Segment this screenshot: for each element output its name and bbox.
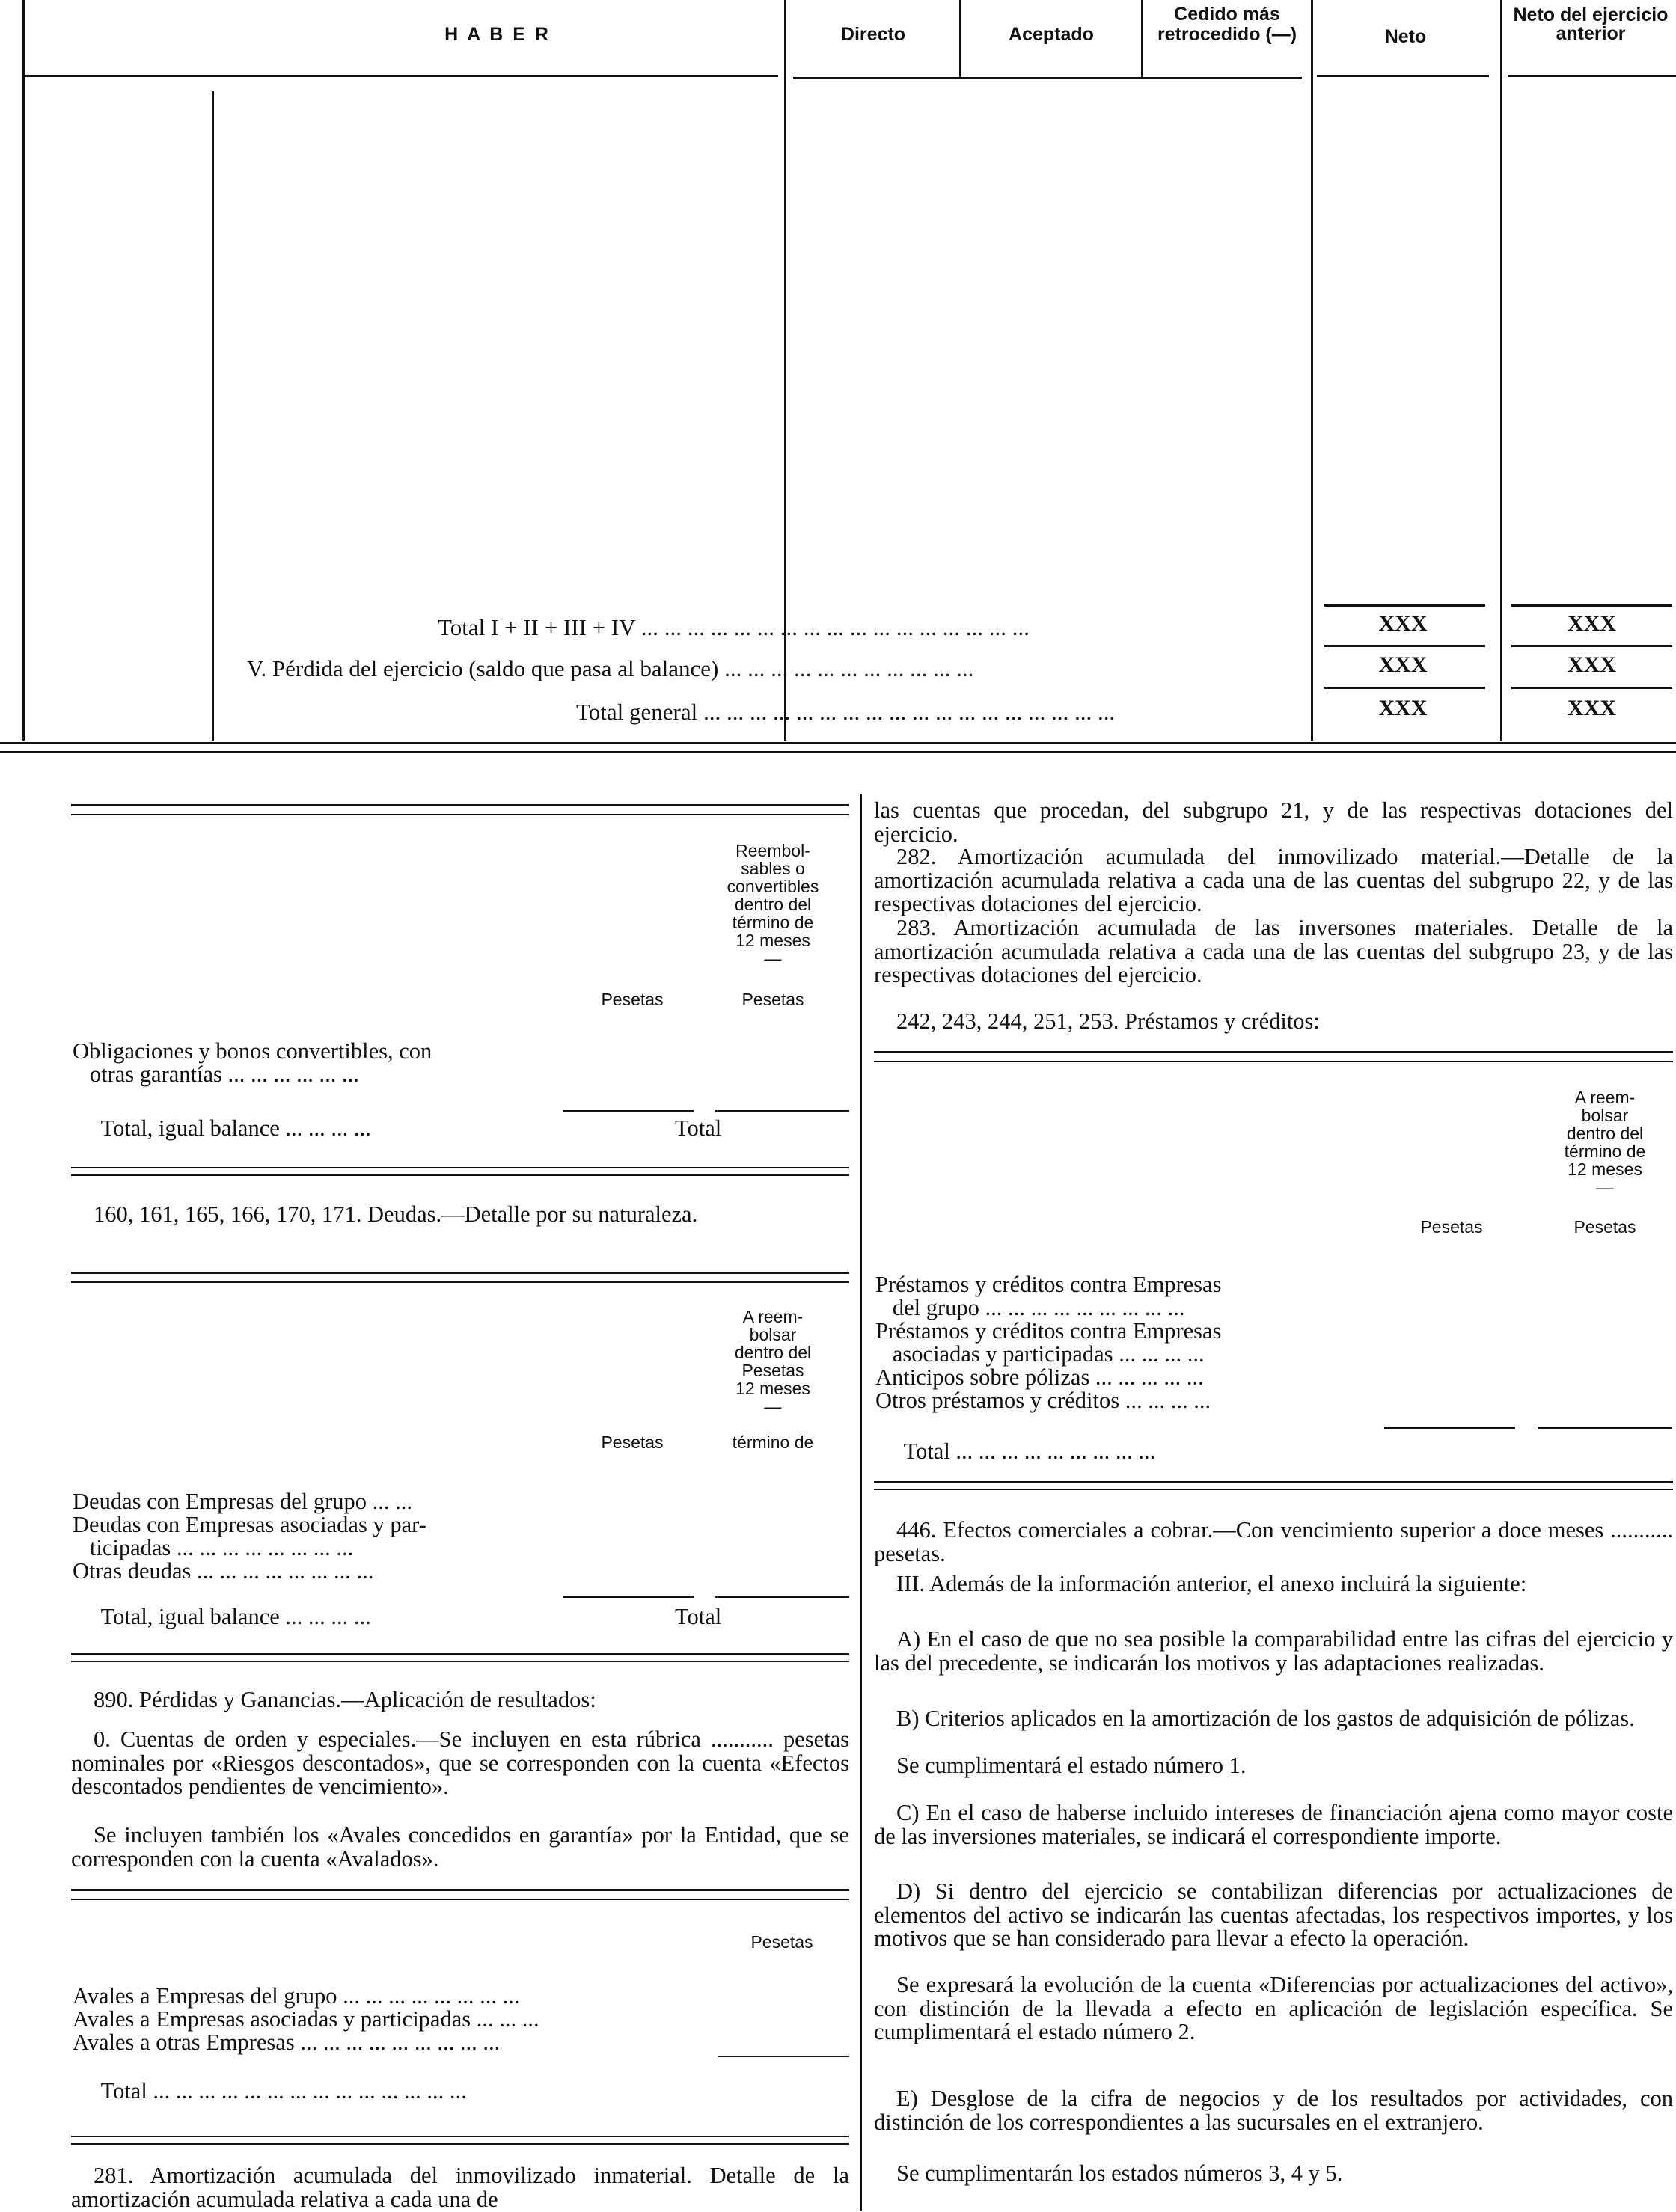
obligaciones-row: Obligaciones y bonos convertibles, con otras garantías ... ... ... ... ... ... [73,1038,432,1087]
obligaciones-col-pesetas: Pesetas [601,990,664,1009]
perdida-neto: XXX [1378,652,1428,677]
obligaciones-col-pesetas2: Pesetas [741,990,804,1009]
header-directo: Directo [840,24,906,45]
perdida-anterior: XXX [1568,652,1616,677]
obligaciones-col-reembolsables: Reembol- sables o convertibles dentro del término de 12 meses — [727,841,819,968]
pIII: III. Además de la información anterior, el anexo incluirá la siguiente: [896,1571,1527,1596]
p283: 283. Amortización acumulada de las inversones materiales. Detalle de la amortización acumulada relativa a cada una de las cuentas del subgrupo 23, y de las respectivas dotaciones del ejercicio. [874,915,1673,987]
pE: E) Desglose de la cifra de negocios y de los resultados por actividades, con distinción de los correspondientes a las sucursales en el extranjero. [874,2086,1673,2135]
header-haber: H A B E R [444,24,551,45]
general-anterior: XXX [1568,696,1616,720]
pB2: Se cumplimentará el estado número 1. [896,1753,1247,1778]
header-neto: Neto [1384,26,1427,47]
pA: A) En el caso de que no sea posible la comparabilidad entre las cifras del ejercicio y las del precedente, se indicarán los motivos y las adaptaciones realizadas. [874,1626,1673,1676]
header-neto-anterior: Neto del ejercicio anterior [1513,4,1669,44]
deudas-intro: 160, 161, 165, 166, 170, 171. Deudas.—Detalle por su naturaleza. [94,1201,698,1227]
prestamos-total-label: Total ... ... ... ... ... ... ... ... ... [875,1439,1156,1464]
p0: 0. Cuentas de orden y especiales.—Se incluyen en esta rúbrica ........... pesetas nominales por «Riesgos descontados», que se corresponden con la cuenta «Efectos descontados pendientes de vencimiento». [71,1727,849,1799]
prestamos-col-pesetas: Pesetas [1420,1217,1483,1237]
p0b: Se incluyen también los «Avales concedidos en garantía» por la Entidad, que se corresponden con la cuenta «Avalados». [71,1822,849,1872]
obligaciones-total: Total [675,1115,722,1141]
prestamos-col-pesetas2: Pesetas [1573,1217,1636,1237]
deudas-total-label: Total, igual balance ... ... ... ... [73,1604,371,1629]
pC: C) En el caso de haberse incluido intereses de financiación ajena como mayor coste de las inversiones materiales, se indicará el correspondiente importe. [874,1800,1673,1849]
p281: 281. Amortización acumulada del inmovilizado inmaterial. Detalle de la amortización acumulada relativa a cada una de [71,2163,849,2212]
pD: D) Si dentro del ejercicio se contabilizan diferencias por actualizaciones de elementos del activo se indicarán las cuentas afectadas, los respectivos importes, y los motivos que se han considerado para llevar a efecto la operación. [874,1878,1673,1951]
pB: B) Criterios aplicados en la amortización de los gastos de adquisición de pólizas. [896,1706,1635,1731]
total-anterior: XXX [1568,611,1616,636]
p890: 890. Pérdidas y Ganancias.—Aplicación de resultados: [94,1687,596,1712]
prestamos-col-reembolsar: A reem- bolsar dentro del término de 12 meses — [1564,1088,1646,1197]
deudas-col-termino: término de [732,1433,814,1452]
deudas-col-reembolsar: A reem- bolsar dentro del Pesetas 12 meses — [734,1307,812,1416]
total-row-label: Total I + II + III + IV ... ... ... ... ... ... ... ... ... ... ... ... ... ... ... ... ... [438,614,1030,640]
avales-total-label: Total ... ... ... ... ... ... ... ... ... ... ... ... ... ... [73,2078,467,2104]
obligaciones-total-label: Total, igual balance ... ... ... ... [73,1115,371,1141]
total-neto: XXX [1378,611,1428,636]
avales-rows: Avales a Empresas del grupo ... ... ... ... ... ... ... ... Avales a Empresas asociadas y participadas ... ... ... Avales a otras Empresas ... ... ... ... ... ... ... ... ... [73,1983,539,2055]
pD2: Se expresará la evolución de la cuenta «Diferencias por actualizaciones del activo», con distinción de la llevada a efecto en aplicación de legislación específica. Se cumplimentará el estado número 2. [874,1972,1673,2044]
perdida-row-label: V. Pérdida del ejercicio (saldo que pasa al balance) ... ... ... ... ... ... ... ... ... ... ... [247,655,974,681]
prestamos-rows: Préstamos y créditos contra Empresas del grupo ... ... ... ... ... ... ... ... ... Préstamos y créditos contra Empresas asociadas y participadas ... ... ... ... Anticipos sobre pólizas ... ... ... ... ... Otros préstamos y créditos ... ... ... ... [875,1272,1222,1413]
total-general-label: Total general ... ... ... ... ... ... ... ... ... ... ... ... ... ... ... ... ... ... [576,699,1116,725]
pE2: Se cumplimentarán los estados números 3, 4 y 5. [896,2160,1343,2186]
p242: 242, 243, 244, 251, 253. Préstamos y créditos: [896,1008,1320,1034]
deudas-col-pesetas: Pesetas [601,1433,664,1452]
header-cedido: Cedido más retrocedido (—) [1157,4,1297,45]
p282: 282. Amortización acumulada del inmovilizado material.—Detalle de la amortización acumulada relativa a cada una de las cuentas del subgrupo 22, y de las respectivas dotaciones del ejercicio. [874,844,1673,916]
deudas-total: Total [675,1604,722,1629]
avales-col-pesetas: Pesetas [750,1932,813,1952]
deudas-rows: Deudas con Empresas del grupo ... ... Deudas con Empresas asociadas y par- ticipadas ... ... ... ... ... ... ... ... Otras deudas ... ... ... ... ... ... ... ... [73,1489,426,1584]
p281-cont: las cuentas que procedan, del subgrupo 21, y de las respectivas dotaciones del ejercicio. [874,797,1673,847]
header-aceptado: Aceptado [1009,24,1094,45]
p446: 446. Efectos comerciales a cobrar.—Con vencimiento superior a doce meses ........... pesetas. [874,1517,1673,1566]
general-neto: XXX [1378,696,1428,720]
